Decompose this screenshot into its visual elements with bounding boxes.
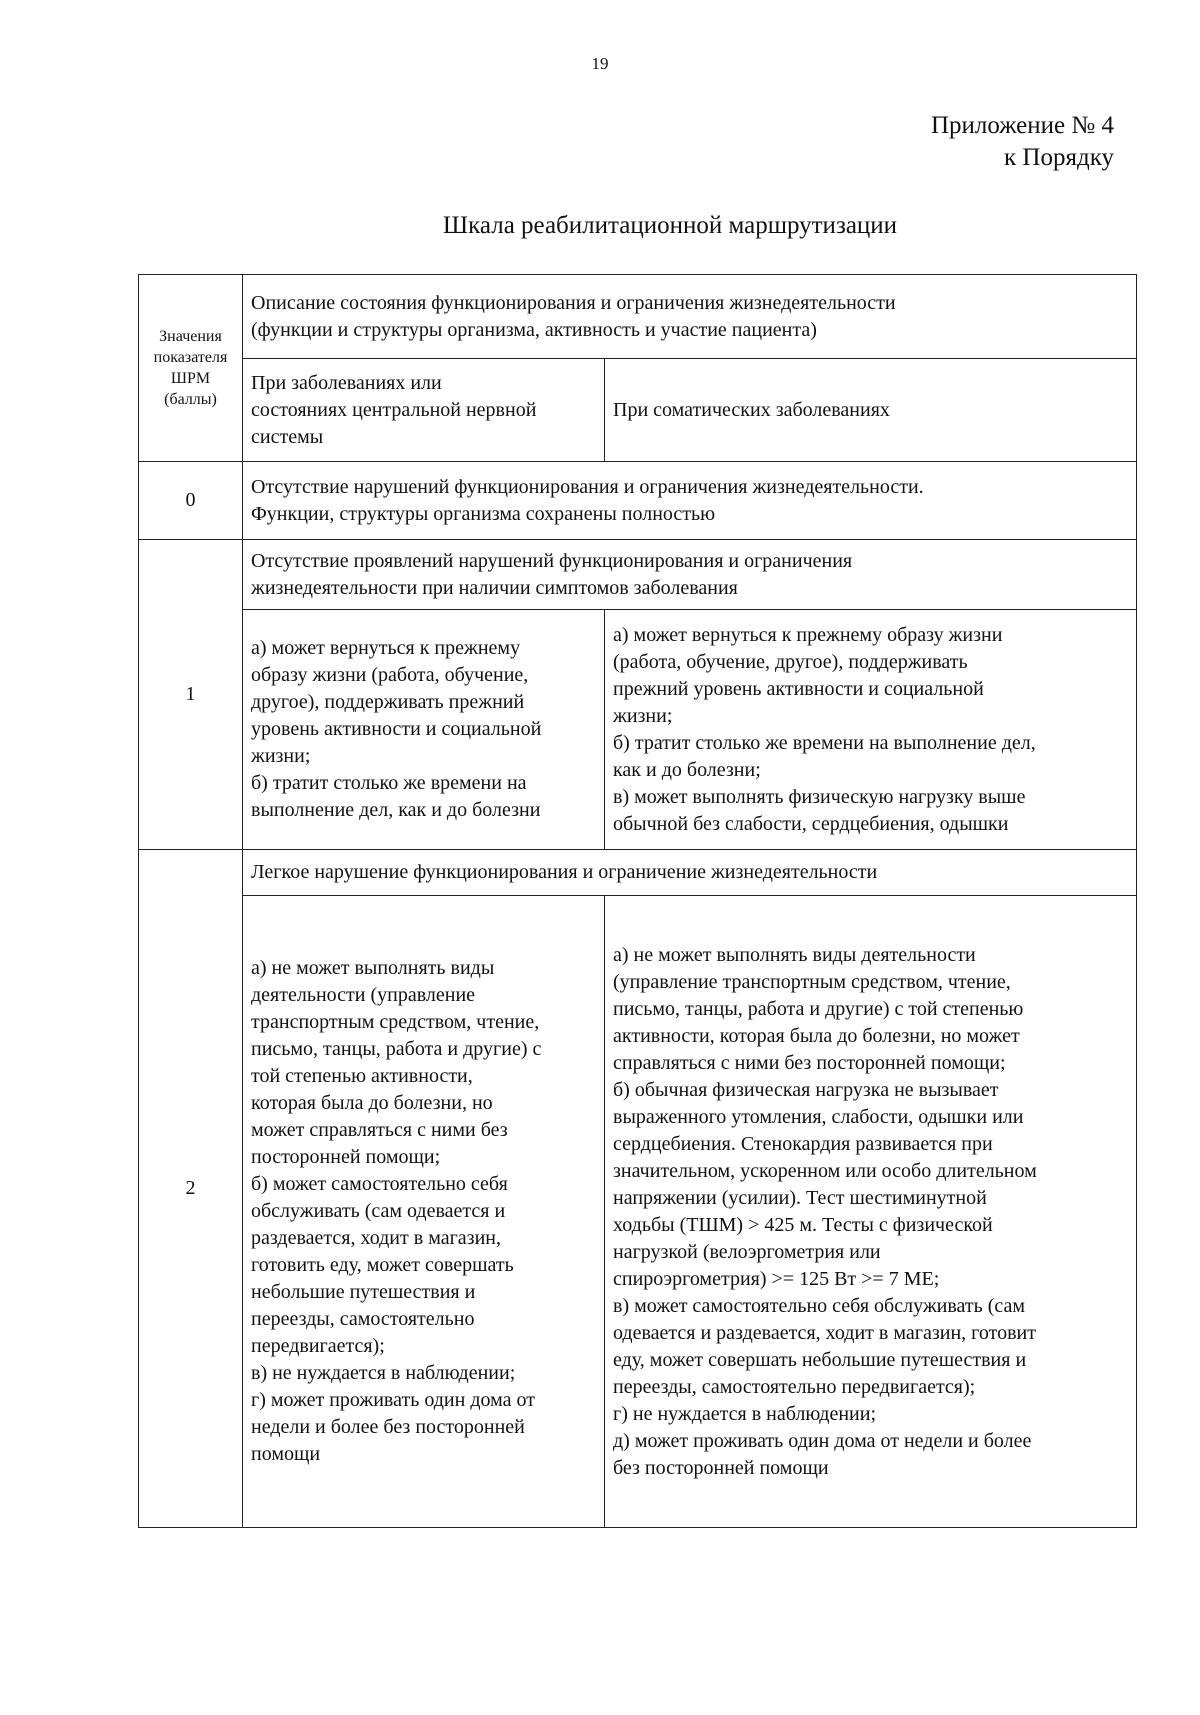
- appendix-line-2: к Порядку: [1004, 144, 1114, 171]
- header-cns: При заболеваниях или состояниях центральной нервной системы: [243, 359, 605, 462]
- somatic-description-1: а) может вернуться к прежнему образу жизни (работа, обучение, другое), поддерживать прежний уровень активности и социальной жизни; б) тратит столько же времени на выполнение дел, как и до болезни; в) может выполнять физическую нагрузку выше обычной без слабости, сердцебиения, одышки: [605, 610, 1137, 850]
- table-row-score-2-common: [139, 850, 1137, 896]
- table-row-score-2-detail: [139, 896, 1137, 1528]
- header-somatic: При соматических заболеваниях: [605, 359, 1137, 462]
- score-cell-0: 0: [139, 462, 243, 540]
- appendix-reference: [931, 110, 1114, 174]
- common-description-2: Легкое нарушение функционирования и ограничение жизнедеятельности: [243, 850, 1137, 896]
- cns-description-1: а) может вернуться к прежнему образу жизни (работа, обучение, другое), поддерживать прежний уровень активности и социальной жизни; б) тратит столько же времени на выполнение дел, как и до болезни: [243, 610, 605, 850]
- header-score-column: Значения показателя ШРМ (баллы): [139, 275, 243, 462]
- table-row-score-0: [139, 462, 1137, 540]
- table-row-score-1-detail: [139, 610, 1137, 850]
- rehabilitation-routing-scale-table: [138, 274, 1137, 1528]
- document-title: Шкала реабилитационной маршрутизации: [442, 212, 898, 239]
- header-row-subcolumns: [139, 359, 1137, 462]
- page-number: 19: [591, 54, 609, 73]
- header-row-description: [139, 275, 1137, 359]
- appendix-line-1: Приложение № 4: [930, 112, 1114, 139]
- common-description-1: Отсутствие проявлений нарушений функционирования и ограничения жизнедеятельности при наличии симптомов заболевания: [243, 540, 1137, 610]
- score-cell-1: 1: [139, 540, 243, 850]
- table-row-score-1-common: [139, 540, 1137, 610]
- somatic-description-2: а) не может выполнять виды деятельности (управление транспортным средством, чтение, письмо, танцы, работа и другие) с той степенью активности, которая была до болезни, но может справляться с ними без посторонней помощи; б) обычная физическая нагрузка не вызывает выраженного утомления, слабости, одышки или сердцебиения. Стенокардия развивается при значительном, ускоренном или особо длительном напряжении (усилии). Тест шестиминутной ходьбы (ТШМ) > 425 м. Тесты с физической нагрузкой (велоэргометрия или спироэргометрия) >= 125 Вт >= 7 МЕ; в) может самостоятельно себя обслуживать (сам одевается и раздевается, ходит в магазин, готовит еду, может совершать небольшие путешествия и переезды, самостоятельно передвигается); г) не нуждается в наблюдении; д) может проживать один дома от недели и более без посторонней помощи: [605, 896, 1137, 1528]
- common-description-0: Отсутствие нарушений функционирования и ограничения жизнедеятельности. Функции, структуры организма сохранены полностью: [243, 462, 1137, 540]
- header-description: Описание состояния функционирования и ограничения жизнедеятельности (функции и структуры организма, активность и участие пациента): [243, 275, 1137, 359]
- score-cell-2: 2: [139, 850, 243, 1528]
- cns-description-2: а) не может выполнять виды деятельности (управление транспортным средством, чтение, письмо, танцы, работа и другие) с той степенью активности, которая была до болезни, но может справляться с ними без посторонней помощи; б) может самостоятельно себя обслуживать (сам одевается и раздевается, ходит в магазин, готовить еду, может совершать небольшие путешествия и переезды, самостоятельно передвигается); в) не нуждается в наблюдении; г) может проживать один дома от недели и более без посторонней помощи: [243, 896, 605, 1528]
